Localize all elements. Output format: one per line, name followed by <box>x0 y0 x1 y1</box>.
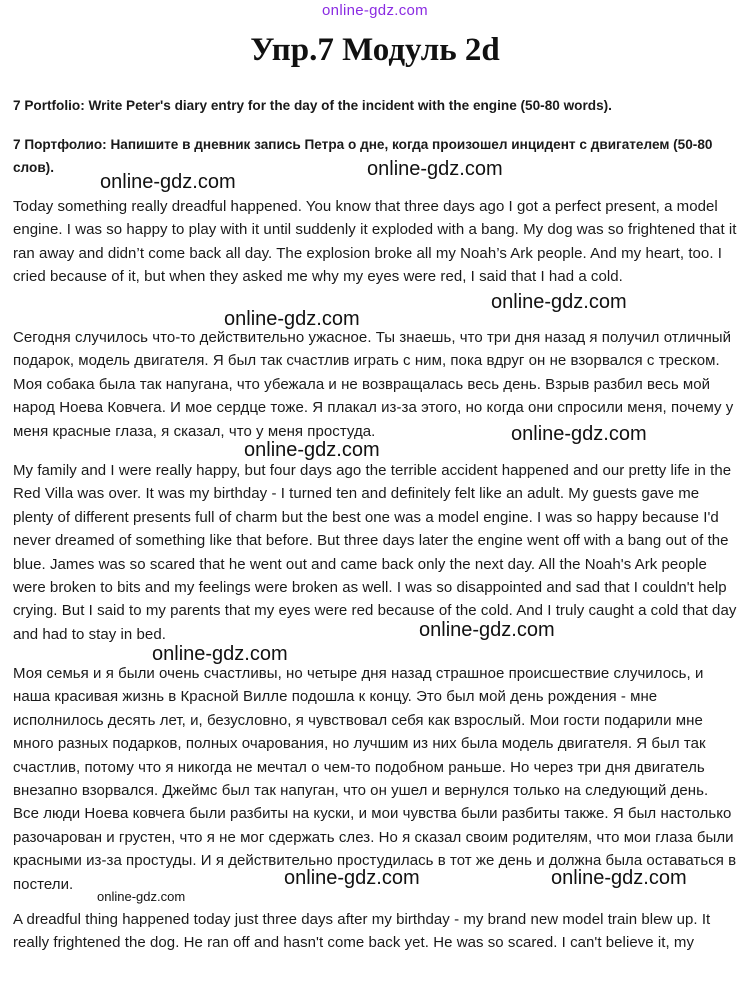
watermark: online-gdz.com <box>284 867 420 889</box>
watermark: online-gdz.com <box>97 889 186 904</box>
watermark: online-gdz.com <box>419 619 555 641</box>
paragraph-1-russian: Сегодня случилось что-то действительно ужасное. Ты знаешь, что три дня назад я получил отличный подарок, модель двигателя. Я был так счастлив играть с ним, пока вдруг он не взорвался с треском. Моя собака была так напугана, что убежала и не возвращалась весь день. Взрыв разбил весь мой народ Ноева Ковчега. И мое сердце тоже. Я плакал из-за этого, но когда они спросили меня, почему у меня красные глаза, я сказал, что у меня простуда. <box>13 329 734 440</box>
paragraph-1-english: Today something really dreadful happened. You know that three days ago I got a perfect present, a model engine. I was so happy to play with it until suddenly it exploded with a bang. My dog was so frightened that it ran away and didn’t come back all day. The explosion broke all my Noah’s Ark people. And my heart, too. I cried because of it, but when they asked me why my eyes were red, I said that I had a cold. <box>13 198 737 286</box>
watermark: online-gdz.com <box>152 643 288 665</box>
page-title: Упр.7 Модуль 2d <box>250 32 500 68</box>
paragraph-2-russian: Моя семья и я были очень счастливы, но четыре дня назад страшное происшествие случилось, и наша красивая жизнь в Красной Вилле подошла к концу. Это был мой день рождения - мне исполнилось десять лет, и, безусловно, я чувствовал себя как взрослый. Мои гости подарили мне много разных подарков, полных очарования, но лучшим из них была модель двигателя. Я был так счастлив, потому что я никогда не мечтал о чем-то подобном раньше. Но через три дня двигатель внезапно взорвался. Джеймс был так напуган, что он ушел и вернулся только на следующий день. Все люди Ноева ковчега были разбиты на куски, и мои чувства были разбиты также. Я был настолько разочарован и грустен, что я не мог сдержать слез. Но я сказал своим родителям, что мои глаза были красными из-за простуды. И я действительно простудилась в тот же день и должна была оставаться в постели. <box>13 665 737 893</box>
paragraph-3-english: A dreadful thing happened today just three days after my birthday - my brand new model train blew up. It really frightened the dog. He ran off and hasn't come back yet. He was so scared. I can't believe it, my <box>13 911 711 952</box>
watermark: online-gdz.com <box>491 291 627 313</box>
watermark: online-gdz.com <box>100 171 236 193</box>
watermark: online-gdz.com <box>511 423 647 445</box>
site-watermark-top: online-gdz.com <box>322 2 428 19</box>
watermark: online-gdz.com <box>551 867 687 889</box>
watermark: online-gdz.com <box>244 439 380 461</box>
watermark: online-gdz.com <box>367 158 503 180</box>
task-english: 7 Portfolio: Write Peter's diary entry for the day of the incident with the engine (50-80 words). <box>13 98 612 113</box>
watermark: online-gdz.com <box>224 308 360 330</box>
task-russian: 7 Портфолио: Напишите в дневник запись Петра о дне, когда произошел инцидент с двигателем (50-80 слов). <box>13 137 713 175</box>
paragraph-2-english: My family and I were really happy, but four days ago the terrible accident happened and our pretty life in the Red Villa was over. It was my birthday - I turned ten and definitely felt like an adult. My guests gave me plenty of different presents full of charm but the best one was a model engine. I was so happy because I'd never dreamed of something like that before. But three days later the engine went off with a bang out of the blue. James was so scared that he went out and came back only the next day. All the Noah's Ark people were broken to bits and my feelings were broken as well. I was so disappointed and sad that I couldn't help crying. But I said to my parents that my eyes were red because of the cold. And I truly caught a cold that day and had to stay in bed. <box>13 462 737 643</box>
